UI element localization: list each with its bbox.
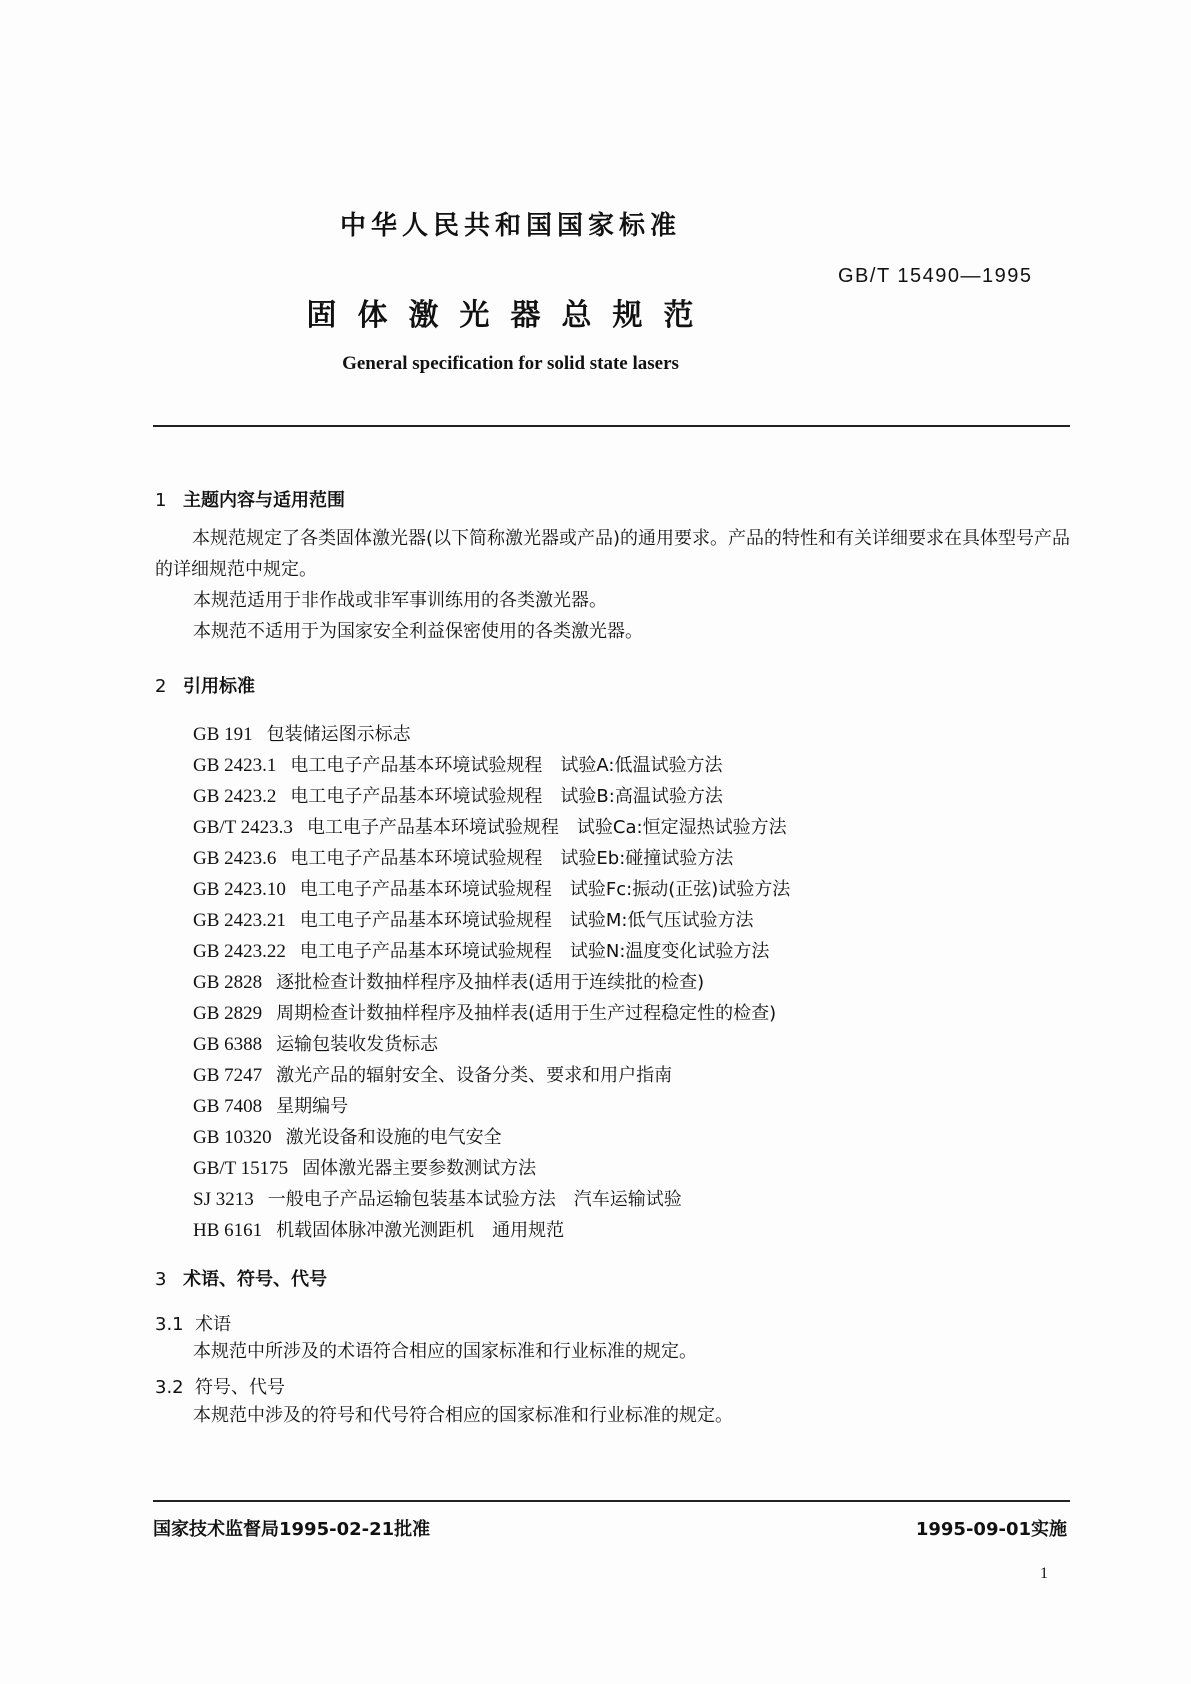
section-title: 引用标准 <box>183 676 255 697</box>
reference-item: GB 2423.10 电工电子产品基本环境试验规程 试验Fc:振动(正弦)试验方法 <box>193 879 791 900</box>
section-1-paragraph-1: 本规范规定了各类固体激光器(以下简称激光器或产品)的通用要求。产品的特性和有关详细要求在具体型号产品的详细规范中规定。 <box>155 528 1071 580</box>
reference-item: GB/T 15175 固体激光器主要参数测试方法 <box>193 1158 537 1179</box>
reference-item: GB 2423.1 电工电子产品基本环境试验规程 试验A:低温试验方法 <box>193 755 723 776</box>
reference-item: GB 2423.22 电工电子产品基本环境试验规程 试验N:温度变化试验方法 <box>193 941 770 962</box>
section-number: 3 <box>155 1269 167 1290</box>
reference-list <box>193 720 1073 1260</box>
section-title: 主题内容与适用范围 <box>183 490 345 511</box>
reference-item: GB 10320 激光设备和设施的电气安全 <box>193 1127 502 1148</box>
reference-item: GB 6388 运输包装收发货标志 <box>193 1034 439 1055</box>
section-title: 术语、符号、代号 <box>183 1269 327 1290</box>
section-number: 1 <box>155 490 167 511</box>
page-number: 1 <box>1040 1565 1048 1582</box>
document-title-cn: 固体激光器总规范 <box>306 298 715 333</box>
section-1-heading <box>155 486 345 512</box>
section-1-paragraph-3: 本规范不适用于为国家安全利益保密使用的各类激光器。 <box>193 621 643 642</box>
standard-number: GB/T 15490—1995 <box>838 265 1033 287</box>
reference-item: GB 7408 星期编号 <box>193 1096 349 1117</box>
reference-item: GB 2828 逐批检查计数抽样程序及抽样表(适用于连续批的检查) <box>193 972 705 993</box>
approval-statement: 国家技术监督局1995-02-21批准 <box>153 1519 431 1540</box>
subsection-3-2-text: 本规范中涉及的符号和代号符合相应的国家标准和行业标准的规定。 <box>193 1405 733 1426</box>
reference-item: GB 2423.2 电工电子产品基本环境试验规程 试验B:高温试验方法 <box>193 786 723 807</box>
reference-item: GB 7247 激光产品的辐射安全、设备分类、要求和用户指南 <box>193 1065 673 1086</box>
subsection-3-1-heading: 3.1 术语 <box>155 1314 231 1335</box>
reference-item: GB 2423.6 电工电子产品基本环境试验规程 试验Eb:碰撞试验方法 <box>193 848 734 869</box>
subsection-3-2-heading: 3.2 符号、代号 <box>155 1377 285 1398</box>
section-2-heading <box>155 672 255 698</box>
section-3-heading <box>155 1265 327 1291</box>
document-title-en: General specification for solid state lasers <box>342 353 679 374</box>
effective-date: 1995-09-01实施 <box>915 1519 1067 1540</box>
footer-divider <box>153 1500 1070 1502</box>
section-1-paragraph-2: 本规范适用于非作战或非军事训练用的各类激光器。 <box>193 590 607 611</box>
reference-item: HB 6161 机载固体脉冲激光测距机 通用规范 <box>193 1220 565 1241</box>
reference-item: GB/T 2423.3 电工电子产品基本环境试验规程 试验Ca:恒定湿热试验方法 <box>193 817 787 838</box>
header-divider <box>153 425 1070 427</box>
section-number: 2 <box>155 676 167 697</box>
reference-item: GB 2829 周期检查计数抽样程序及抽样表(适用于生产过程稳定性的检查) <box>193 1003 777 1024</box>
reference-item: GB 2423.21 电工电子产品基本环境试验规程 试验M:低气压试验方法 <box>193 910 754 931</box>
agency-heading: 中华人民共和国国家标准 <box>339 211 681 241</box>
reference-item: SJ 3213 一般电子产品运输包装基本试验方法 汽车运输试验 <box>193 1189 682 1210</box>
subsection-3-1-text: 本规范中所涉及的术语符合相应的国家标准和行业标准的规定。 <box>193 1341 697 1362</box>
reference-item: GB 191 包装储运图示标志 <box>193 724 411 745</box>
